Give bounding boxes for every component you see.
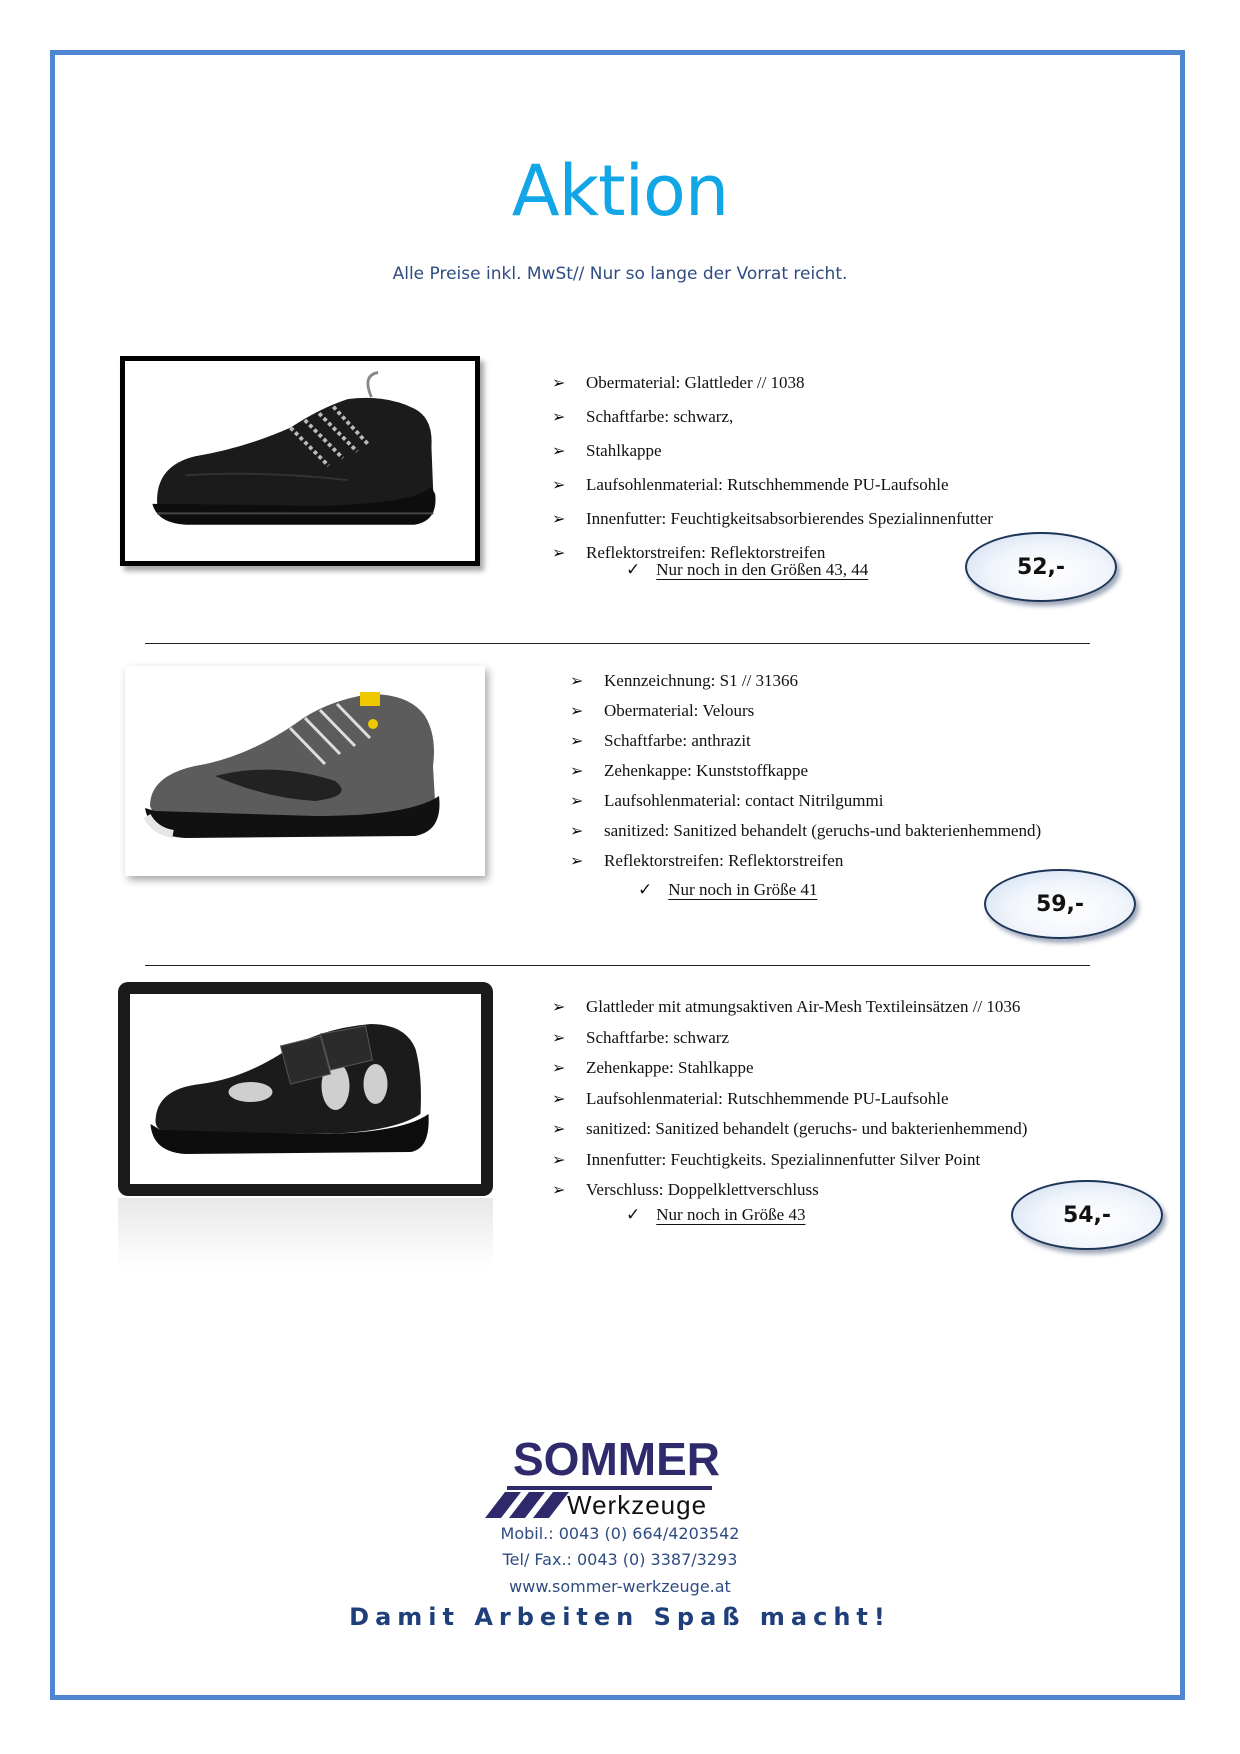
black-shoe-illustration (125, 361, 475, 561)
feature-item: ➢ Innenfutter: Feuchtigkeits. Spezialinnenfutter Silver Point (552, 1145, 1027, 1176)
bullet-arrow-icon: ➢ (552, 1058, 566, 1077)
feature-item: ➢ sanitized: Sanitized behandelt (geruchs- und bakterienhemmend) (552, 1114, 1027, 1145)
bullet-arrow-icon: ➢ (570, 671, 584, 690)
feature-item: ➢ Schaftfarbe: schwarz (552, 1023, 1027, 1054)
checkmark-icon: ✓ (626, 560, 641, 580)
bullet-arrow-icon: ➢ (570, 791, 584, 810)
contact-mobile: Mobil.: 0043 (0) 664/4203542 (500, 1524, 740, 1543)
bullet-arrow-icon: ➢ (552, 509, 566, 528)
feature-item: ➢ Zehenkappe: Stahlkappe (552, 1053, 1027, 1084)
sandal-illustration (130, 994, 481, 1184)
feature-item: ➢ Laufsohlenmaterial: Rutschhemmende PU-Laufsohle (552, 468, 993, 502)
logo-wordmark-top: SOMMER (513, 1433, 720, 1485)
page-subtitle: Alle Preise inkl. MwSt// Nur so lange der Vorrat reicht. (392, 264, 848, 284)
product-image (120, 356, 480, 566)
price-badge: 54,- (1011, 1180, 1163, 1250)
feature-item: ➢ sanitized: Sanitized behandelt (geruchs-und bakterienhemmend) (570, 816, 1041, 846)
bullet-arrow-icon: ➢ (570, 761, 584, 780)
feature-item: ➢ Laufsohlenmaterial: Rutschhemmende PU-Laufsohle (552, 1084, 1027, 1115)
bullet-arrow-icon: ➢ (570, 851, 584, 870)
bullet-arrow-icon: ➢ (552, 1149, 566, 1169)
contact-phone-fax: Tel/ Fax.: 0043 (0) 3387/3293 (502, 1550, 738, 1569)
feature-item: ➢ Stahlkappe (552, 434, 993, 468)
feature-item: ➢ Laufsohlenmaterial: contact Nitrilgummi (570, 786, 1041, 816)
logo-wordmark-bottom: Werkzeuge (567, 1490, 708, 1520)
page-title: Aktion (511, 150, 729, 232)
feature-item: ➢ Verschluss: Doppelklettverschluss (552, 1175, 1027, 1206)
bullet-arrow-icon: ➢ (570, 731, 584, 750)
feature-item: ➢ Obermaterial: Velours (570, 696, 1041, 726)
feature-item: ➢ Innenfutter: Feuchtigkeitsabsorbierendes Spezialinnenfutter (552, 502, 993, 536)
feature-item: ➢ Schaftfarbe: schwarz, (552, 400, 993, 434)
bullet-arrow-icon: ➢ (552, 1027, 566, 1047)
website-link[interactable]: www.sommer-werkzeuge.at (509, 1577, 731, 1596)
bullet-arrow-icon: ➢ (552, 1180, 566, 1199)
availability-note: ✓ Nur noch in Größe 41 (638, 880, 818, 900)
bullet-arrow-icon: ➢ (552, 543, 566, 562)
feature-item: ➢ Schaftfarbe: anthrazit (570, 726, 1041, 756)
feature-list (570, 666, 1041, 876)
feature-item: ➢ Reflektorstreifen: Reflektorstreifen (570, 846, 1041, 876)
bullet-arrow-icon: ➢ (552, 997, 566, 1016)
bullet-arrow-icon: ➢ (552, 373, 566, 392)
availability-note: ✓ Nur noch in Größe 43 (626, 1205, 806, 1225)
bullet-arrow-icon: ➢ (552, 441, 566, 460)
feature-list (552, 366, 993, 570)
product-image (125, 666, 485, 876)
slogan: Damit Arbeiten Spaß macht! (349, 1603, 891, 1631)
feature-item: ➢ Glattleder mit atmungsaktiven Air-Mesh Textileinsätzen // 1036 (552, 992, 1027, 1023)
checkmark-icon: ✓ (626, 1205, 641, 1225)
separator-line (145, 965, 1090, 966)
availability-note: ✓ Nur noch in den Größen 43, 44 (626, 560, 869, 580)
price-badge: 59,- (984, 869, 1136, 939)
bullet-arrow-icon: ➢ (570, 701, 584, 720)
feature-item: ➢ Obermaterial: Glattleder // 1038 (552, 366, 993, 400)
product-image (118, 982, 493, 1196)
feature-item: ➢ Kennzeichnung: S1 // 31366 (570, 666, 1041, 696)
feature-item: ➢ Reflektorstreifen: Reflektorstreifen (552, 536, 993, 570)
image-reflection (118, 1198, 493, 1268)
bullet-arrow-icon: ➢ (552, 1088, 566, 1108)
company-logo (485, 1432, 735, 1520)
bullet-arrow-icon: ➢ (552, 407, 566, 426)
checkmark-icon: ✓ (638, 880, 653, 900)
bullet-arrow-icon: ➢ (570, 821, 584, 840)
price-badge: 52,- (965, 532, 1117, 602)
feature-item: ➢ Zehenkappe: Kunststoffkappe (570, 756, 1041, 786)
grey-shoe-illustration (125, 666, 485, 876)
separator-line (145, 643, 1090, 644)
feature-list (552, 992, 1027, 1206)
bullet-arrow-icon: ➢ (552, 1119, 566, 1138)
bullet-arrow-icon: ➢ (552, 475, 566, 494)
